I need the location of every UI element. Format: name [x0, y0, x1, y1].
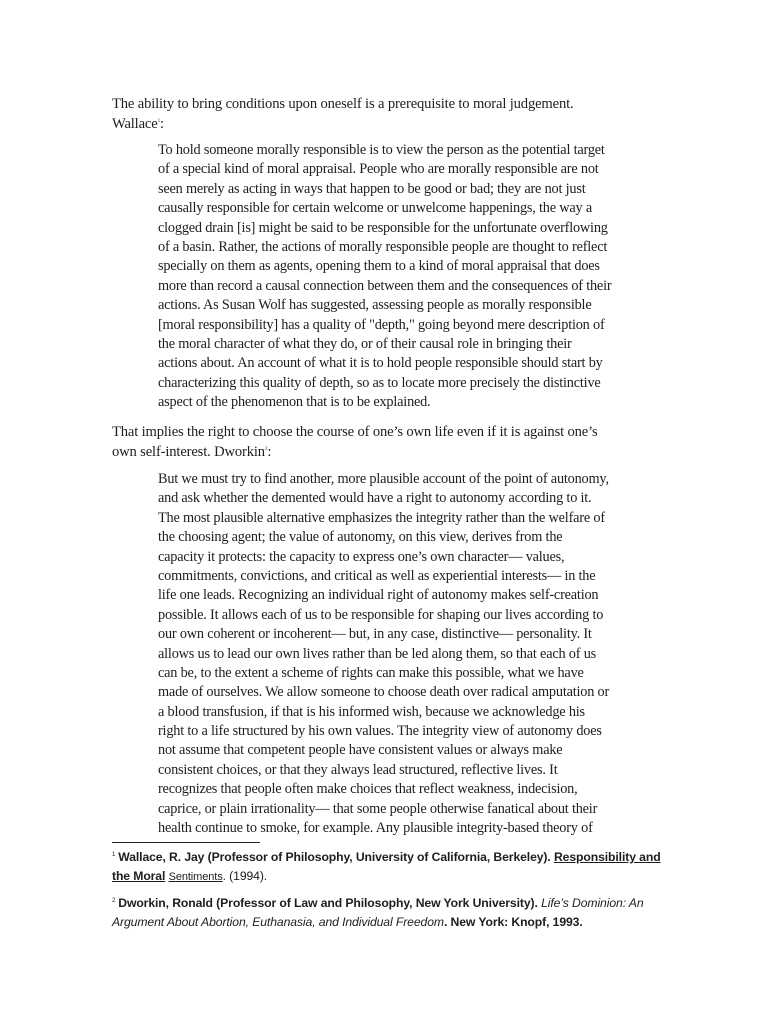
footnote-2-title-b: Argument About Abortion, Euthanasia, and Individual Freedom — [112, 915, 444, 929]
intro-paragraph-1 — [112, 94, 652, 114]
quote-line: possible. It allows each of us to be responsible for shaping our lives according to — [158, 606, 604, 623]
quote-line: commitments, convictions, and critical as well as experiential interests— in the — [158, 567, 596, 584]
quote-line: a blood transfusion, if that is his informed wish, because we acknowledge his — [158, 703, 585, 720]
quote-line: seen merely as acting in ways that happen to be good or bad; they are not just — [158, 180, 586, 197]
intro-2-attribution: own self-interest. Dworkin$^2$: — [112, 444, 272, 460]
footnote-2-author: Dworkin, Ronald (Professor of Law and Philosophy, New York University). — [118, 896, 538, 910]
footnote-2-publisher: . New York: Knopf, 1993. — [443, 915, 583, 929]
quote-line: caprice, or plain irrationality— that some people otherwise fanatical about their — [158, 800, 598, 817]
author-dworkin: Dworkin — [214, 444, 265, 460]
intro-2-line-1: That implies the right to choose the course of one’s own life even if it is against one’s — [112, 424, 598, 440]
block-quote-wallace — [158, 141, 658, 412]
quote-line: life one leads. Recognizing an individual right of autonomy makes self-creation — [158, 587, 599, 604]
footnote-ref-2[interactable]: 2 — [264, 447, 268, 453]
footnote-2-title-a: Life’s Dominion: An — [541, 896, 644, 910]
quote-line: consistent choices, or that they always lead structured, reflective lives. It — [158, 761, 558, 778]
quote-line: our own coherent or incoherent— but, in any case, distinctive— personality. It — [158, 626, 592, 643]
footnote-1-author: Wallace, R. Jay (Professor of Philosophy, University of California, Berkeley). — [118, 850, 551, 864]
quote-line: actions. As Susan Wolf has suggested, assessing people as morally responsible — [158, 297, 592, 314]
quote-line: health continue to smoke, for example. Any plausible integrity-based theory of — [158, 820, 593, 837]
author-wallace: Wallace — [112, 116, 158, 132]
quote-line: actions about. An account of what it is to hold people responsible should start by — [158, 355, 603, 372]
quote-line: causally responsible for certain welcome or unwelcome happenings, the way a — [158, 200, 592, 217]
quote-line: right to a life structured by his own values. The integrity view of autonomy does — [158, 723, 602, 740]
intro-2-line-2: own self-interest. — [112, 444, 211, 460]
footnote-1-title-b[interactable]: the Moral — [112, 869, 166, 883]
footnote-2-mark: 2 — [112, 897, 116, 904]
footnote-separator — [112, 842, 260, 843]
quote-line: the moral character of what they do, or of their causal role in bringing their — [158, 335, 572, 352]
quote-line: capacity it protects: the capacity to express one’s own character— values, — [158, 548, 565, 565]
quote-line: and ask whether the demented would have a right to autonomy according to it. — [158, 490, 592, 507]
quote-line: But we must try to find another, more plausible account of the point of autonomy, — [158, 471, 609, 487]
quote-line: clogged drain [is] might be said to be responsible for the unfortunate overflowing — [158, 219, 608, 236]
quote-line: of a special kind of moral appraisal. People who are morally responsible are not — [158, 161, 599, 178]
footnote-1-title-c[interactable]: Sentiments — [168, 871, 223, 883]
quote-line: [moral responsibility] has a quality of "depth," going beyond mere description of — [158, 316, 605, 333]
footnote-1-mark: 1 — [112, 851, 116, 858]
quote-line: made of ourselves. We allow someone to choose death over radical amputation or — [158, 684, 610, 701]
quote-line: recognizes that people often make choices that reflect weakness, indecision, — [158, 781, 578, 798]
quote-line: characterizing this quality of depth, so as to locate more precisely the distinctive — [158, 374, 601, 391]
footnote-1 — [112, 848, 672, 887]
quote-line: allows us to lead our own lives rather than be led along them, so that each of us — [158, 645, 597, 662]
footnote-ref-1[interactable]: 1 — [157, 119, 160, 125]
quote-line: of a basin. Rather, the actions of morally responsible people are thought to reflect — [158, 238, 608, 255]
quote-line: not assume that competent people have consistent values or always make — [158, 742, 563, 759]
block-quote-dworkin — [158, 470, 658, 838]
quote-line: aspect of the phenomenon that is to be explained. — [158, 394, 431, 411]
quote-line: the choosing agent; the value of autonomy, on this view, derives from the — [158, 529, 563, 546]
intro-1-text: The ability to bring conditions upon oneself is a prerequisite to moral judgement. — [112, 96, 574, 112]
footnote-1-title-a[interactable]: Responsibility and — [553, 850, 661, 864]
quote-line: The most plausible alternative emphasizes the integrity rather than the welfare of — [158, 509, 605, 526]
footnote-1-year: . (1994). — [222, 869, 268, 883]
quote-line: more than record a causal connection between them and the consequences of their — [158, 277, 612, 294]
intro-1-attribution: Wallace$^1$: — [112, 116, 164, 132]
intro-paragraph-2 — [112, 422, 652, 442]
quote-line: To hold someone morally responsible is to view the person as the potential target — [158, 142, 605, 158]
quote-line: can be, to the extent a scheme of rights can make this possible, what we have — [158, 664, 584, 681]
quote-line: specially on them as agents, opening them to a kind of moral appraisal that does — [158, 258, 600, 275]
footnote-2 — [112, 894, 672, 932]
